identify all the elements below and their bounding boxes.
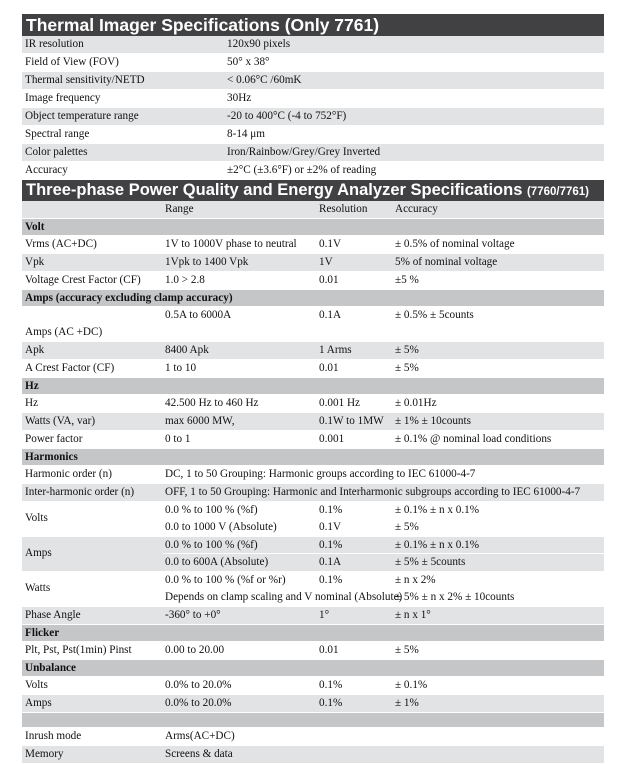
table-cell: Phase Angle — [25, 609, 81, 621]
table-row — [22, 126, 604, 144]
table-cell: (7760/7761) — [526, 186, 589, 198]
table-cell: Unbalance — [25, 662, 76, 674]
section-header-harmonics — [22, 449, 604, 466]
thermal-title: Thermal Imager Specifications (Only 7761) — [22, 14, 604, 36]
table-cell: Harmonics — [25, 451, 78, 463]
table-row — [22, 607, 604, 625]
table-row — [22, 144, 604, 162]
table-row — [22, 677, 604, 695]
table-row — [22, 108, 604, 126]
table-cell: ±5 % — [395, 274, 419, 286]
table-cell: 0.1V — [319, 238, 342, 250]
table-cell: 0 to 1 — [165, 433, 191, 445]
table-cell: ± n x 1° — [395, 609, 431, 621]
table-row — [22, 642, 604, 660]
table-row — [22, 431, 604, 449]
table-row — [22, 484, 604, 502]
table-cell: 1V to 1000V phase to neutral — [165, 238, 297, 250]
table-cell: 0.0 % to 100 % (%f) — [165, 504, 258, 516]
column-header-row — [22, 201, 604, 219]
table-cell: ± 5% — [395, 644, 419, 656]
table-cell: < 0.06°C /60mK — [227, 74, 302, 86]
table-cell: 0.1% — [319, 574, 343, 586]
table-row — [22, 162, 604, 180]
table-cell: Watts — [25, 582, 51, 594]
table-cell: ±2°C (±3.6°F) or ±2% of reading — [227, 164, 377, 176]
spacer-row — [22, 713, 604, 728]
table-row — [22, 72, 604, 90]
table-cell: 0.01 — [319, 274, 339, 286]
table-cell: 0.0 to 1000 V (Absolute) — [165, 521, 277, 533]
table-cell: 0.1% — [319, 697, 343, 709]
table-cell: 42.500 Hz to 460 Hz — [165, 397, 259, 409]
table-cell: Resolution — [319, 203, 368, 215]
table-cell: ± 0.5% ± 5counts — [395, 309, 474, 321]
table-cell: Hz — [25, 380, 39, 392]
table-cell: 0.0 % to 100 % (%f or %r) — [165, 574, 286, 586]
table-cell: Thermal sensitivity/NETD — [25, 74, 145, 86]
table-row — [22, 360, 604, 378]
table-cell: 0.1% — [319, 539, 343, 551]
table-cell: 0.0% to 20.0% — [165, 679, 232, 691]
power-title — [22, 180, 604, 201]
table-cell: Field of View (FOV) — [25, 56, 119, 68]
table-row — [22, 502, 604, 537]
table-row — [22, 254, 604, 272]
table-cell: 1Vpk to 1400 Vpk — [165, 256, 249, 268]
table-cell: Image frequency — [25, 92, 101, 104]
table-cell: 0.00 to 20.00 — [165, 644, 225, 656]
table-row — [22, 728, 604, 746]
table-cell: ± 0.1% ± n x 0.1% — [395, 504, 480, 516]
table-cell: ± 5% — [395, 362, 419, 374]
table-cell: Accuracy — [395, 203, 438, 215]
table-row — [22, 572, 604, 607]
table-cell: OFF, 1 to 50 Grouping: Harmonic and Interharmonic subgroups according to IEC 61000-4-7 — [165, 486, 581, 498]
section-header-volt — [22, 219, 604, 236]
table-cell: ± 1% — [395, 697, 419, 709]
thermal-table — [22, 36, 604, 180]
table-cell: 50° x 38° — [227, 56, 270, 68]
table-cell: 1 to 10 — [165, 362, 197, 374]
table-cell: Inrush mode — [25, 730, 82, 742]
table-cell: ± 5% — [395, 344, 419, 356]
cropped-adjacent-column — [612, 14, 622, 749]
table-row — [22, 90, 604, 108]
table-row — [22, 236, 604, 254]
table-cell: Watts (VA, var) — [25, 415, 96, 427]
table-cell: A Crest Factor (CF) — [25, 362, 115, 374]
table-cell: Range — [165, 203, 194, 215]
table-cell: 8400 Apk — [165, 344, 209, 356]
table-cell: 0.0 % to 100 % (%f) — [165, 539, 258, 551]
table-cell: Accuracy — [25, 164, 68, 176]
table-cell: Volts — [25, 679, 48, 691]
table-cell: Memory — [25, 748, 64, 760]
table-cell: Plt, Pst, Pst(1min) Pinst — [25, 644, 132, 656]
table-cell: Volt — [25, 221, 45, 233]
table-row — [22, 307, 604, 342]
table-cell: 1V — [319, 256, 333, 268]
table-row — [22, 54, 604, 72]
table-cell: 30Hz — [227, 92, 252, 104]
table-cell: 0.1A — [319, 556, 342, 568]
table-cell: Volts — [25, 512, 48, 524]
table-cell: Harmonic order (n) — [25, 468, 112, 480]
table-cell: Iron/Rainbow/Grey/Grey Inverted — [227, 146, 381, 158]
table-cell: Apk — [25, 344, 45, 356]
table-cell: 0.0 to 600A (Absolute) — [165, 556, 269, 568]
section-header-amps — [22, 290, 604, 307]
table-cell: 0.0% to 20.0% — [165, 697, 232, 709]
table-cell: 1 Arms — [319, 344, 352, 356]
table-cell: ± 0.1% ± n x 0.1% — [395, 539, 480, 551]
table-cell: ± 5% — [395, 521, 419, 533]
table-cell: ± n x 2% — [395, 574, 436, 586]
table-cell: 8-14 μm — [227, 128, 266, 140]
table-cell: Amps — [25, 547, 52, 559]
table-cell: ± 5% ± n x 2% ± 10counts — [395, 591, 515, 603]
table-row — [22, 342, 604, 360]
table-cell: Voltage Crest Factor (CF) — [25, 274, 141, 286]
power-table — [22, 201, 604, 764]
table-cell: 0.1W to 1MW — [319, 415, 384, 427]
table-cell: Color palettes — [25, 146, 88, 158]
table-cell: Hz — [25, 397, 39, 409]
table-row — [22, 466, 604, 484]
table-cell: 0.001 — [319, 433, 345, 445]
table-cell: Inter-harmonic order (n) — [25, 486, 135, 498]
table-cell: -360° to +0° — [165, 609, 221, 621]
table-cell: Amps (AC +DC) — [25, 326, 103, 338]
table-cell: 120x90 pixels — [227, 38, 291, 50]
table-cell: 1.0 > 2.8 — [165, 274, 205, 286]
section-header-unbalance — [22, 660, 604, 677]
table-cell: Amps — [25, 697, 52, 709]
table-cell: ± 0.1% — [395, 679, 428, 691]
table-cell: 0.5A to 6000A — [165, 309, 232, 321]
table-cell: 0.1V — [319, 521, 342, 533]
table-cell: 0.1% — [319, 504, 343, 516]
table-cell: 0.1A — [319, 309, 342, 321]
table-cell: 0.01 — [319, 362, 339, 374]
table-cell: Vrms (AC+DC) — [25, 238, 97, 250]
table-cell: Object temperature range — [25, 110, 139, 122]
table-row — [22, 36, 604, 54]
table-cell: ± 0.1% @ nominal load conditions — [395, 433, 552, 445]
table-cell: 1° — [319, 609, 330, 621]
table-row — [22, 272, 604, 290]
spec-sheet — [22, 14, 604, 764]
table-cell: 5% of nominal voltage — [395, 256, 498, 268]
table-cell: 0.001 Hz — [319, 397, 361, 409]
table-cell: ± 5% ± 5counts — [395, 556, 466, 568]
section-header-flicker — [22, 625, 604, 642]
table-row — [22, 537, 604, 572]
table-row — [22, 413, 604, 431]
table-cell: -20 to 400°C (-4 to 752°F) — [227, 110, 347, 122]
table-cell: max 6000 MW, — [165, 415, 235, 427]
table-cell: Spectral range — [25, 128, 90, 140]
table-cell: Flicker — [25, 627, 60, 639]
section-header-hz — [22, 378, 604, 395]
table-cell: 0.1% — [319, 679, 343, 691]
table-cell: 0.01 — [319, 644, 339, 656]
table-cell: Vpk — [25, 256, 45, 268]
table-cell: ± 1% ± 10counts — [395, 415, 471, 427]
table-cell: ± 0.01Hz — [395, 397, 437, 409]
table-cell: DC, 1 to 50 Grouping: Harmonic groups according to IEC 61000-4-7 — [165, 468, 476, 480]
table-row — [22, 395, 604, 413]
table-cell: Depends on clamp scaling and V nominal (Absolute) — [165, 591, 403, 603]
table-cell: Three-phase Power Quality and Energy Analyzer Specifications — [26, 181, 523, 199]
table-cell: Amps (accuracy excluding clamp accuracy) — [25, 292, 233, 304]
table-cell: Screens & data — [165, 748, 233, 760]
table-cell: ± 0.5% of nominal voltage — [395, 238, 515, 250]
table-cell: IR resolution — [25, 38, 84, 50]
table-row — [22, 695, 604, 713]
table-cell: Power factor — [25, 433, 83, 445]
table-cell: Arms(AC+DC) — [165, 730, 235, 742]
